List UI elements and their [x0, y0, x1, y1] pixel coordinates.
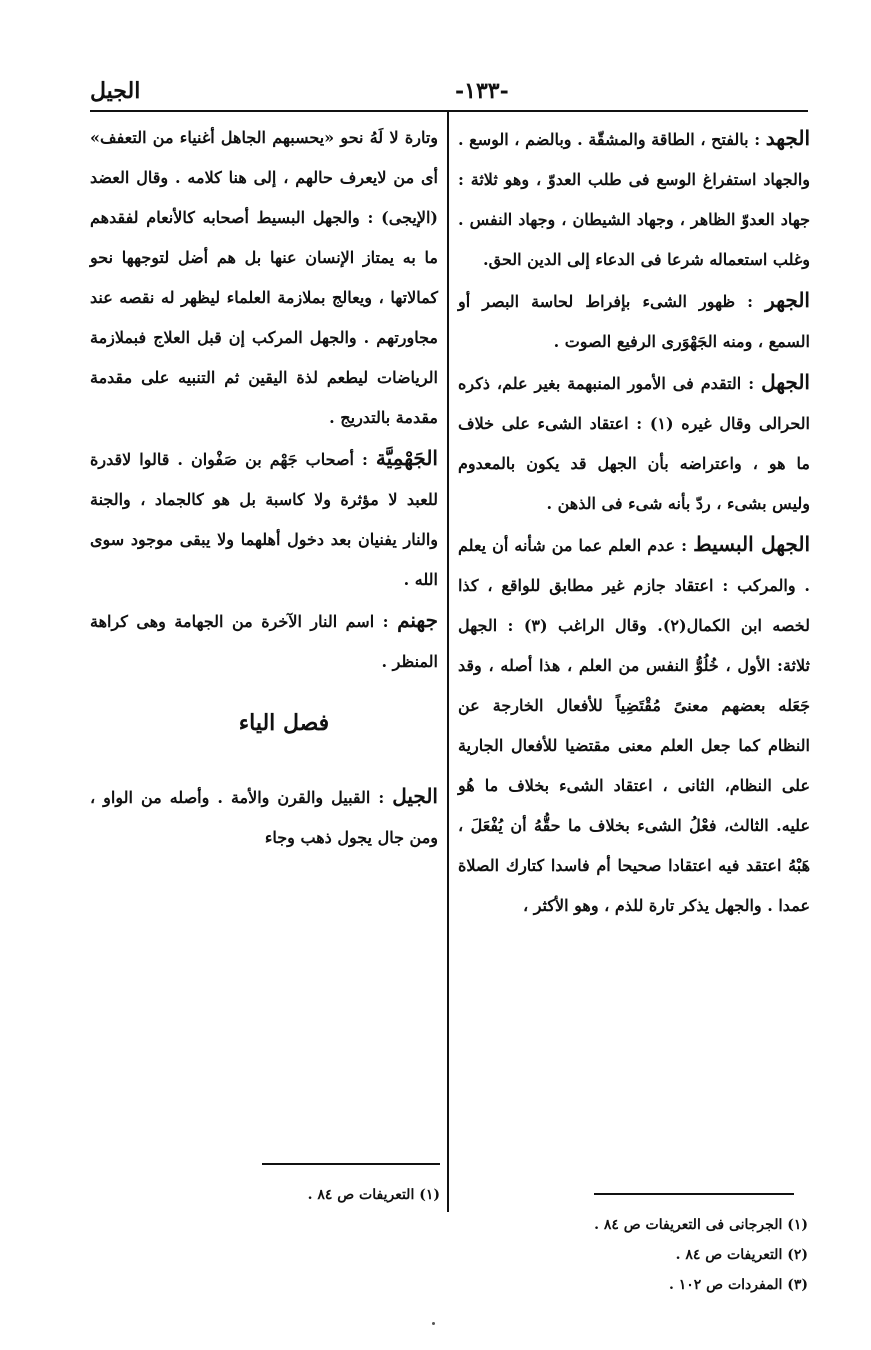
entry-term: الجهل: [761, 370, 810, 394]
entry-term: الجهر: [765, 288, 810, 312]
right-column: [458, 118, 810, 926]
entry-term: الجيل: [392, 784, 438, 808]
continuation-paragraph: [90, 118, 438, 438]
entry-text: : عدم العلم عما من شأنه أن يعلم . والمركب : اعتقاد جازم غير مطابق للواقع ، كذا لخصه ابن الكمال(٢). وقال الراغب (٣) : الجهل ثلاثة: الأول ، خُلُوُّ النفس من العلم ، هذا أصله ، وقد جَعَله بعضهم معنىً مُقْتَضِياً للأفعال الخارجة عن النظام كما جعل العلم معنى مقتضيا للأفعال الجارية على النظام، الثانى ، اعتقاد الشىء بخلاف ما هُو عليه. الثالث، فعْلُ الشىء بخلاف ما حقُّهُ أن يُفْعَلَ ، هَبْهُ اعتقد فيه اعتقادا صحيحا أم فاسدا كتارك الصلاة عمدا . والجهل يذكر تارة للذم ، وهو الأكثر ،: [458, 536, 811, 915]
page-speck: [432, 1322, 435, 1325]
page-header: [60, 74, 810, 108]
footnote-rule-left: [262, 1163, 440, 1165]
footnote: (١) التعريفات ص ٨٤ .: [307, 1187, 440, 1203]
entry-jahannam: [90, 600, 438, 682]
entry-text: : أصحاب جَهْم بن صَفْوان . قالوا لاقدرة للعبد لا مؤثرة ولا كاسبة بل هو كالجماد ، والجنة والنار يفنيان بعد دخول أهلهما ولا يبقى موجود سوى الله .: [90, 450, 438, 589]
column-divider: [447, 112, 449, 1212]
header-rule: [90, 110, 808, 112]
entry-text: : القبيل والقرن والأمة . وأصله من الواو ، ومن جال يجول ذهب وجاء: [90, 788, 438, 847]
footnote: (١) الجرجانى فى التعريفات ص ٨٤ .: [594, 1217, 808, 1233]
entry-aljahr: [458, 280, 810, 362]
entry-text: : ظهور الشىء بإفراط لحاسة البصر أو السمع ، ومنه الجَهْوَرى الرفيع الصوت .: [458, 292, 810, 351]
entry-aljahl: [458, 362, 810, 524]
entry-aljahmiyya: [90, 438, 438, 600]
footnote-rule-right: [594, 1193, 794, 1195]
page-number: -١٣٣-: [455, 78, 509, 104]
footnote: (٢) التعريفات ص ٨٤ .: [675, 1247, 808, 1263]
entry-term: الجهد: [765, 126, 810, 150]
running-header-word: الجيل: [90, 78, 141, 104]
footnote: (٣) المفردات ص ١٠٢ .: [669, 1277, 808, 1293]
entry-aljuhd: [458, 118, 810, 280]
left-column: [90, 118, 438, 858]
section-title: فصل الياء: [238, 710, 330, 736]
entry-aljil: [90, 776, 438, 858]
entry-term: الجهل البسيط: [693, 532, 810, 556]
entry-text: : اسم النار الآخرة من الجهامة وهى كراهة المنظر .: [90, 612, 438, 671]
entry-term: جهنم: [397, 608, 438, 632]
footnotes-left: [260, 1180, 440, 1210]
continuation-text: وتارة لا لَهُ نحو «يحسبهم الجاهل أغنياء من التعفف» أى من لايعرف حالهم ، إلى هنا كلامه . وقال العضد (الإيجى) : والجهل البسيط أصحابه كالأنعام لفقدهم ما به يمتاز الإنسان عنها بل هم أضل لتوجهها نحو كمالاتها ، ويعالج بملازمة العلماء ليظهر له نقصه عند مجاورتهم . والجهل المركب إن قبل العلاج فبملازمة الرياضات ليطعم لذة اليقين ثم التنبيه على مقدمة مقدمة بالتدريج .: [90, 128, 438, 427]
entry-aljahl-albasit: [458, 524, 810, 926]
entry-text: : بالفتح ، الطاقة والمشقّة . وبالضم ، الوسع . والجهاد استفراغ الوسع فى طلب العدوّ ، وهو ثلاثة : جهاد العدوّ الظاهر ، وجهاد الشيطان ، وجهاد النفس . وغلب استعماله شرعا فى الدعاء إلى الدين الحق.: [458, 130, 810, 269]
entry-text: : التقدم فى الأمور المنبهمة بغير علم، ذكره الحرالى وقال غيره (١) : اعتقاد الشىء على خلاف ما هو ، واعتراضه بأن الجهل قد يكون بالمعدوم وليس بشىء ، ردّ بأنه شىء فى الذهن .: [458, 374, 810, 513]
footnotes-right: [560, 1210, 808, 1300]
entry-term: الجَهْمِيَّة: [375, 446, 438, 470]
